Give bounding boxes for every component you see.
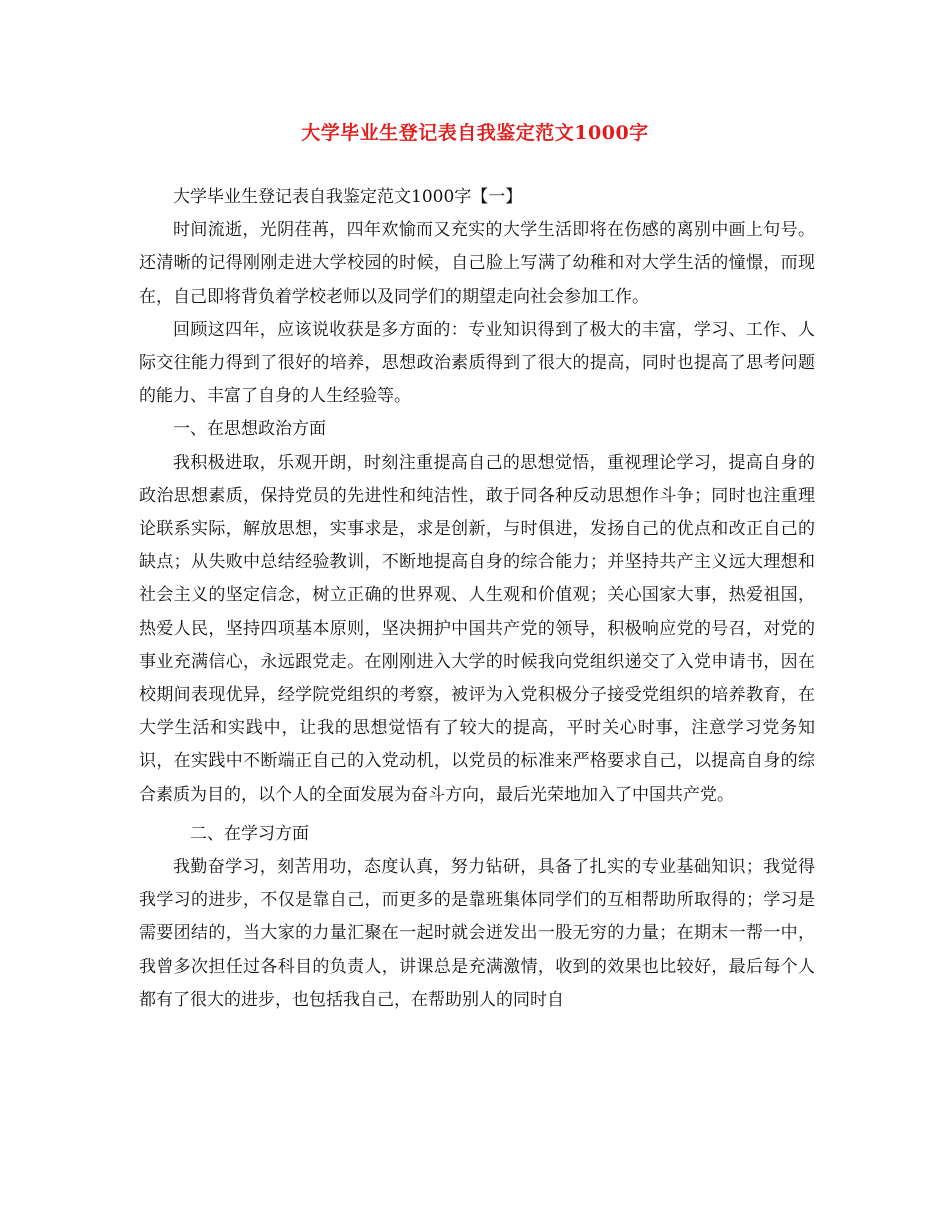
paragraph-review: 回顾这四年，应该说收获是多方面的：专业知识得到了极大的丰富，学习、工作、人际交往能力得到了很好的培养，思想政治素质得到了很大的提高，同时也提高了思考问题的能力、丰富了自身的人生经验等。 [139, 319, 815, 407]
document-body [139, 181, 815, 1017]
paragraph-intro: 时间流逝，光阴荏苒，四年欢愉而又充实的大学生活即将在伤感的离别中画上句号。还清晰的记得刚刚走进大学校园的时候，自己脸上写满了幼稚和对大学生活的憧憬，而现在，自己即将背负着学校老师以及同学们的期望走向社会参加工作。 [139, 220, 815, 307]
paragraph-political: 我积极进取，乐观开朗，时刻注重提高自己的思想觉悟，重视理论学习，提高自身的政治思想素质，保持党员的先进性和纯洁性，敢于同各种反动思想作斗争；同时也注重理论联系实际，解放思想，实事求是，求是创新，与时俱进，发扬自己的优点和改正自己的缺点；从失败中总结经验教训，不断地提高自身的综合能力；并坚持共产主义远大理想和社会主义的坚定信念，树立正确的世界观、人生观和价值观；关心国家大事，热爱祖国，热爱人民，坚持四项基本原则，坚决拥护中国共产党的领导，积极响应党的号召，对党的事业充满信心，永远跟党走。在刚刚进入大学的时候我向党组织递交了入党申请书，因在校期间表现优异，经学院党组织的考察，被评为入党积极分子接受党组织的培养教育，在大学生活和实践中，让我的思想觉悟有了较大的提高，平时关心时事，注意学习党务知识，在实践中不断端正自己的入党动机，以党员的标准来严格要求自己，以提高自身的综合素质为目的，以个人的全面发展为奋斗方向，最后光荣地加入了中国共产党。 [139, 452, 815, 805]
document-title: 大学毕业生登记表自我鉴定范文1000字 [301, 122, 649, 144]
section-heading-political: 一、在思想政治方面 [173, 419, 326, 440]
section-heading-part-one: 大学毕业生登记表自我鉴定范文1000字【一】 [173, 187, 523, 207]
paragraph-study: 我勤奋学习，刻苦用功，态度认真，努力钻研，具备了扎实的专业基础知识；我觉得我学习的进步，不仅是靠自己，而更多的是靠班集体同学们的互相帮助所取得的；学习是需要团结的，当大家的力量汇聚在一起时就会迸发出一股无穷的力量；在期末一帮一中，我曾多次担任过各科目的负责人，讲课总是充满激情，收到的效果也比较好，最后每个人都有了很大的进步，也包括我自己，在帮助别人的同时自 [139, 857, 815, 1010]
section-heading-study: 二、在学习方面 [190, 823, 309, 844]
